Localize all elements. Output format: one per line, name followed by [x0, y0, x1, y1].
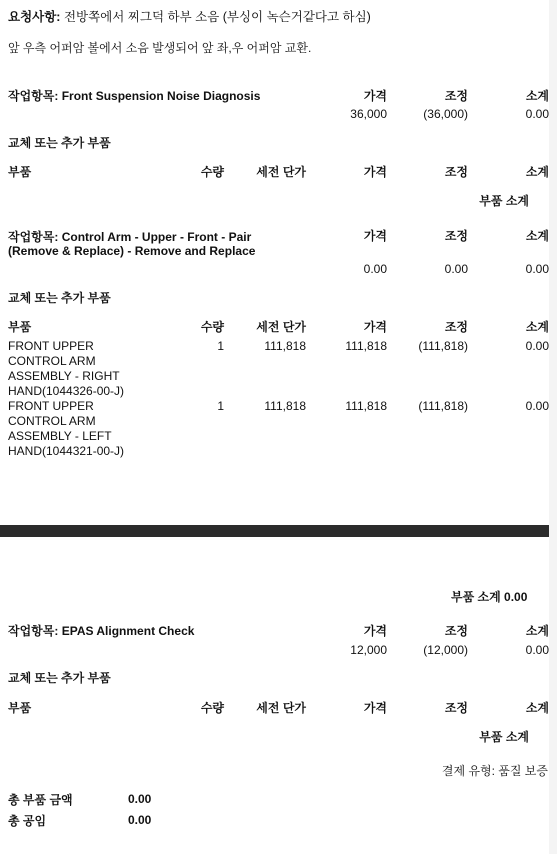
part-qty: 1	[217, 399, 224, 413]
part-name: FRONT UPPER CONTROL ARM ASSEMBLY - LEFT HAND(1044321-00-J)	[8, 399, 125, 458]
unit-price-header: 세전 단가	[256, 320, 306, 334]
qty-header: 수량	[200, 701, 224, 715]
part-unit-price: 111,818	[264, 339, 306, 353]
part-subtotal: 0.00	[525, 399, 549, 413]
page-gap	[0, 474, 557, 525]
request-line	[8, 7, 371, 25]
part-qty: 1	[217, 339, 224, 353]
page-separator	[0, 525, 557, 537]
part-subtotal: 0.00	[525, 339, 549, 353]
work-item-name: Front Suspension Noise Diagnosis	[61, 89, 261, 103]
job2-title-line2: (Remove & Replace) - Remove and Replace	[8, 244, 256, 258]
parts-section-title: 교체 또는 추가 부품	[8, 671, 111, 685]
job1-adjust: (36,000)	[423, 107, 468, 121]
payment-type: 결제 유형: 품질 보증	[441, 764, 548, 778]
parts-subtotal-label: 부품 소계	[451, 590, 501, 604]
total-value: 0.00	[128, 813, 152, 827]
price-header: 가격	[363, 701, 387, 715]
price-header: 가격	[363, 624, 387, 638]
part-price: 111,818	[345, 339, 387, 353]
qty-header: 수량	[200, 320, 224, 334]
work-item-label: 작업항목:	[8, 89, 59, 103]
job1-title	[8, 87, 260, 104]
part-adjust: (111,818)	[418, 399, 468, 413]
subtotal-header: 소계	[525, 624, 549, 638]
part-header: 부품	[8, 320, 32, 334]
unit-price-header: 세전 단가	[256, 165, 306, 179]
subtotal-header: 소계	[525, 89, 549, 103]
parts-subtotal-value: 0.00	[504, 590, 528, 604]
job1-price: 36,000	[350, 107, 387, 121]
work-item-label: 작업항목:	[8, 230, 59, 244]
work-item-name: Control Arm - Upper - Front - Pair	[61, 230, 252, 244]
parts-subtotal-label: 부품 소계	[479, 730, 529, 744]
part-adjust: (111,818)	[418, 339, 468, 353]
qty-header: 수량	[200, 165, 224, 179]
parts-subtotal-label: 부품 소계	[479, 194, 529, 208]
job3-adjust: (12,000)	[423, 643, 468, 657]
request-label: 요청사항:	[8, 10, 61, 24]
job2-price: 0.00	[363, 262, 387, 276]
parts-section-title: 교체 또는 추가 부품	[8, 136, 111, 150]
work-item-label: 작업항목:	[8, 624, 59, 638]
price-header: 가격	[363, 165, 387, 179]
adjust-header: 조정	[444, 320, 468, 334]
part-unit-price: 111,818	[264, 399, 306, 413]
work-item-name: EPAS Alignment Check	[61, 624, 195, 638]
price-header: 가격	[363, 89, 387, 103]
price-header: 가격	[363, 320, 387, 334]
subtotal-header: 소계	[525, 320, 549, 334]
parts-subtotal-line	[451, 588, 527, 605]
job2-subtotal: 0.00	[525, 262, 549, 276]
adjust-header: 조정	[444, 701, 468, 715]
job2-title-line1	[8, 228, 251, 245]
total-label: 총 공임	[8, 814, 47, 828]
invoice-page-2	[0, 583, 549, 850]
adjust-header: 조정	[444, 229, 468, 243]
adjust-header: 조정	[444, 165, 468, 179]
total-label: 총 부품 금액	[8, 793, 73, 807]
job3-title	[8, 622, 194, 639]
subtotal-header: 소계	[525, 165, 549, 179]
part-name: FRONT UPPER CONTROL ARM ASSEMBLY - RIGHT HAND(1044326-00-J)	[8, 339, 125, 398]
total-value: 0.00	[128, 792, 152, 806]
adjust-header: 조정	[444, 624, 468, 638]
adjust-header: 조정	[444, 89, 468, 103]
subtotal-header: 소계	[525, 229, 549, 243]
scroll-edge	[549, 0, 557, 854]
job3-subtotal: 0.00	[525, 643, 549, 657]
job1-subtotal: 0.00	[525, 107, 549, 121]
part-header: 부품	[8, 701, 32, 715]
unit-price-header: 세전 단가	[256, 701, 306, 715]
price-header: 가격	[363, 229, 387, 243]
parts-section-title: 교체 또는 추가 부품	[8, 291, 111, 305]
request-text: 전방쪽에서 찌그덕 하부 소음 (부싱이 녹슨거같다고 하심)	[63, 10, 371, 24]
job3-price: 12,000	[350, 643, 387, 657]
subtotal-header: 소계	[525, 701, 549, 715]
part-price: 111,818	[345, 399, 387, 413]
part-header: 부품	[8, 165, 32, 179]
request-note: 앞 우측 어퍼암 볼에서 소음 발생되어 앞 좌,우 어퍼암 교환.	[8, 41, 312, 55]
job2-adjust: 0.00	[444, 262, 468, 276]
